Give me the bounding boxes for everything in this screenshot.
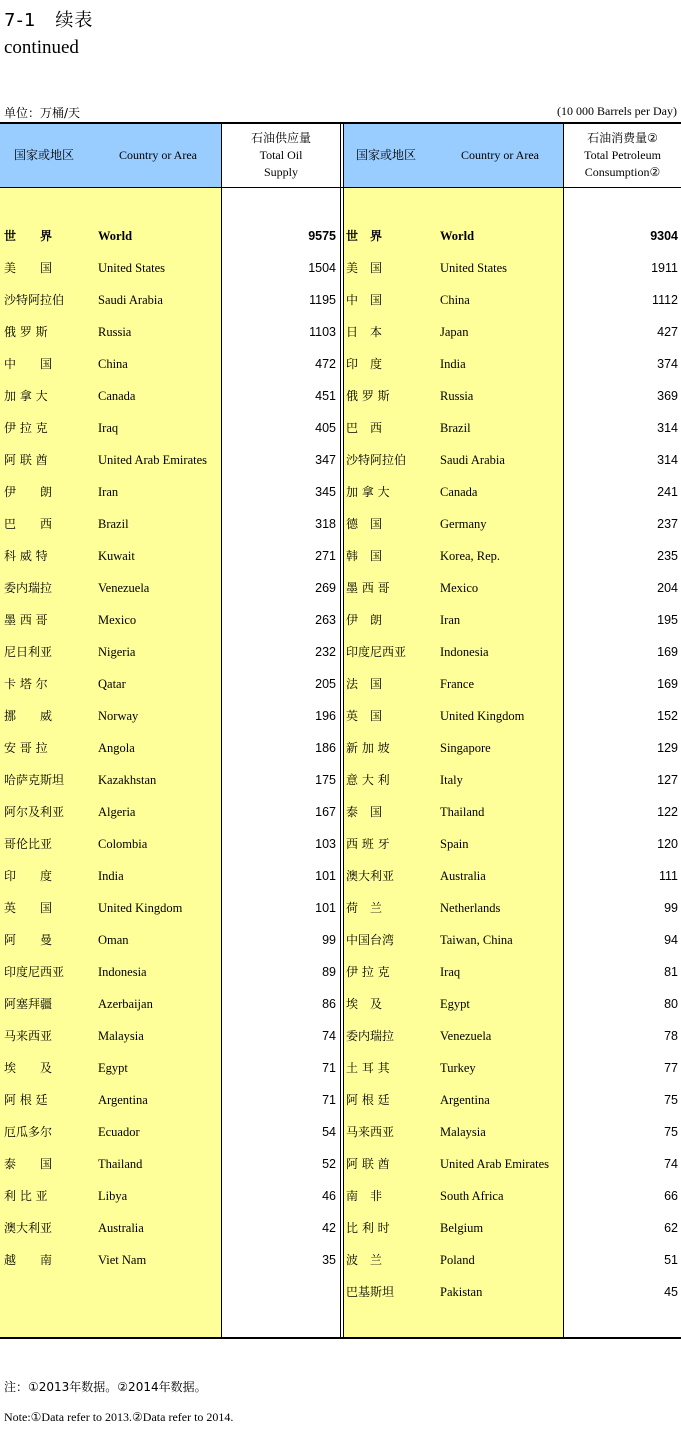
country-name-cn: 哥伦比亚 (4, 837, 53, 851)
value-cell: 167 (315, 805, 336, 819)
country-name-en: United Arab Emirates (440, 1157, 549, 1171)
country-name-cn: 美 国 (4, 261, 53, 275)
value-cell: 75 (664, 1093, 678, 1107)
value-cell: 405 (315, 421, 336, 435)
country-name-cn: 世 界 (346, 229, 383, 243)
header-country-en-left: Country or Area (119, 148, 197, 162)
country-name-cn: 墨 西 哥 (4, 613, 48, 627)
country-name-en: Iran (98, 485, 119, 499)
value-cell: 62 (664, 1221, 678, 1235)
value-cell: 369 (657, 389, 678, 403)
country-name-cn: 泰 国 (346, 805, 383, 819)
value-cell: 94 (664, 933, 678, 947)
country-name-cn: 伊 朗 (346, 613, 383, 627)
header-supply (222, 130, 340, 181)
value-cell: 9575 (308, 229, 336, 243)
country-name-cn: 阿 根 廷 (4, 1093, 48, 1107)
country-name-en: Azerbaijan (98, 997, 153, 1011)
value-cell: 175 (315, 773, 336, 787)
country-name-en: Australia (440, 869, 486, 883)
value-cell: 205 (315, 677, 336, 691)
country-name-en: Canada (98, 389, 136, 403)
value-cell: 75 (664, 1125, 678, 1139)
value-cell: 1103 (309, 325, 336, 339)
country-name-en: Poland (440, 1253, 475, 1267)
country-name-en: Viet Nam (98, 1253, 147, 1267)
country-name-cn: 土 耳 其 (346, 1061, 390, 1075)
country-name-en: Japan (440, 325, 469, 339)
country-name-cn: 阿尔及利亚 (4, 805, 65, 819)
country-name-en: Iraq (440, 965, 461, 979)
country-name-cn: 利 比 亚 (4, 1189, 48, 1203)
country-name-cn: 埃 及 (346, 997, 383, 1011)
country-name-en: Kazakhstan (98, 773, 157, 787)
country-name-cn: 墨 西 哥 (346, 581, 390, 595)
header-consumption-en-2: Consumption② (584, 165, 661, 179)
header-supply-en-2: Supply (263, 165, 298, 179)
country-name-en: Qatar (98, 677, 126, 691)
country-name-en: Brazil (440, 421, 471, 435)
value-cell: 186 (315, 741, 336, 755)
value-cell: 9304 (650, 229, 678, 243)
country-name-en: Ecuador (98, 1125, 140, 1139)
country-name-en: South Africa (440, 1189, 504, 1203)
country-name-en: India (98, 869, 124, 883)
country-name-cn: 俄 罗 斯 (346, 389, 390, 403)
value-cell: 232 (315, 645, 336, 659)
value-cell: 169 (657, 645, 678, 659)
country-name-en: Belgium (440, 1221, 484, 1235)
country-name-cn: 英 国 (4, 901, 53, 915)
value-cell: 235 (657, 549, 678, 563)
country-name-cn: 世 界 (4, 229, 53, 243)
country-name-cn: 委内瑞拉 (4, 581, 53, 595)
table-number-title: 7-1 续表 (4, 10, 94, 31)
country-name-en: Korea, Rep. (440, 549, 501, 563)
country-name-cn: 印度尼西亚 (4, 965, 65, 979)
country-name-cn: 厄瓜多尔 (4, 1125, 53, 1139)
country-name-cn: 比 利 时 (346, 1221, 390, 1235)
value-cell: 195 (657, 613, 678, 627)
country-name-cn: 阿 联 酋 (346, 1157, 390, 1171)
value-cell: 77 (664, 1061, 678, 1075)
country-name-en: Singapore (440, 741, 491, 755)
country-name-en: India (440, 357, 466, 371)
country-name-en: Oman (98, 933, 129, 947)
header-supply-cn: 石油供应量 (250, 131, 311, 145)
country-name-cn: 伊 拉 克 (346, 965, 390, 979)
country-name-cn: 加 拿 大 (346, 485, 390, 499)
country-name-en: Egypt (98, 1061, 128, 1075)
country-name-en: France (440, 677, 475, 691)
value-cell: 318 (315, 517, 336, 531)
value-cell: 101 (315, 901, 336, 915)
value-cell: 81 (664, 965, 678, 979)
unit-label-cn: 单位：万桶/天 (4, 106, 81, 120)
country-name-en: Iraq (98, 421, 119, 435)
header-country-cn-left: 国家或地区 (14, 148, 75, 162)
header-country-en-right: Country or Area (461, 148, 539, 162)
value-cell: 54 (322, 1125, 336, 1139)
value-cell: 35 (322, 1253, 336, 1267)
column-divider-4 (563, 124, 564, 1337)
country-name-en: Germany (440, 517, 487, 531)
value-cell: 169 (657, 677, 678, 691)
country-name-cn: 马来西亚 (4, 1029, 53, 1043)
country-name-en: Kuwait (98, 549, 135, 563)
value-cell: 101 (315, 869, 336, 883)
value-cell: 80 (664, 997, 678, 1011)
value-cell: 271 (315, 549, 336, 563)
value-cell: 472 (315, 357, 336, 371)
value-cell: 1911 (651, 261, 678, 275)
value-cell: 99 (664, 901, 678, 915)
country-name-en: Mexico (98, 613, 137, 627)
country-name-en: Venezuela (440, 1029, 492, 1043)
country-name-en: China (440, 293, 470, 307)
value-cell: 1195 (309, 293, 336, 307)
country-name-en: Venezuela (98, 581, 150, 595)
country-name-cn: 越 南 (4, 1253, 53, 1267)
value-cell: 45 (664, 1285, 678, 1299)
country-name-en: United States (440, 261, 508, 275)
country-name-en: United Kingdom (98, 901, 183, 915)
value-cell: 74 (664, 1157, 678, 1171)
country-name-en: Spain (440, 837, 469, 851)
country-name-en: Norway (98, 709, 139, 723)
country-name-cn: 南 非 (346, 1189, 383, 1203)
country-name-cn: 印 度 (4, 869, 53, 883)
value-cell: 120 (657, 837, 678, 851)
country-name-cn: 阿 曼 (4, 933, 53, 947)
country-name-cn: 尼日利亚 (4, 645, 53, 659)
value-cell: 1112 (652, 293, 678, 307)
value-cell: 122 (657, 805, 678, 819)
country-name-en: Australia (98, 1221, 144, 1235)
country-name-cn: 伊 朗 (4, 485, 53, 499)
country-name-en: Nigeria (98, 645, 136, 659)
country-name-en: Turkey (440, 1061, 476, 1075)
footnote-cn: 注：①2013年数据。②2014年数据。 (4, 1380, 207, 1394)
value-cell: 52 (322, 1157, 336, 1171)
country-name-cn: 澳大利亚 (4, 1221, 53, 1235)
country-name-cn: 哈萨克斯坦 (4, 773, 65, 787)
header-supply-en-1: Total Oil (259, 148, 303, 162)
value-cell: 314 (657, 453, 678, 467)
value-cell: 204 (657, 581, 678, 595)
header-consumption (564, 130, 681, 181)
country-name-cn: 挪 威 (4, 709, 53, 723)
country-name-cn: 阿塞拜疆 (4, 997, 53, 1011)
value-cell: 196 (315, 709, 336, 723)
country-name-en: Italy (440, 773, 463, 787)
country-name-cn: 印度尼西亚 (346, 645, 407, 659)
country-name-cn: 阿 联 酋 (4, 453, 48, 467)
country-name-en: Algeria (98, 805, 136, 819)
column-divider-3 (343, 124, 344, 1337)
value-cell: 103 (315, 837, 336, 851)
country-name-en: Malaysia (98, 1029, 144, 1043)
footnote-en: Note:①Data refer to 2013.②Data refer to 2014. (4, 1410, 234, 1424)
country-name-cn: 巴基斯坦 (346, 1285, 395, 1299)
country-name-en: Canada (440, 485, 478, 499)
value-cell: 427 (657, 325, 678, 339)
country-name-en: Brazil (98, 517, 129, 531)
country-name-cn: 安 哥 拉 (4, 741, 48, 755)
column-divider-2 (340, 124, 341, 1337)
country-name-en: United States (98, 261, 166, 275)
value-cell: 347 (315, 453, 336, 467)
country-name-cn: 巴 西 (346, 421, 383, 435)
header-country-cn-right: 国家或地区 (356, 148, 417, 162)
value-cell: 71 (322, 1093, 336, 1107)
country-name-en: Netherlands (440, 901, 501, 915)
country-name-cn: 卡 塔 尔 (4, 677, 48, 691)
country-name-en: Saudi Arabia (98, 293, 163, 307)
country-name-en: Indonesia (98, 965, 147, 979)
country-name-cn: 委内瑞拉 (346, 1029, 395, 1043)
country-name-en: United Kingdom (440, 709, 525, 723)
value-cell: 1504 (308, 261, 336, 275)
value-cell: 374 (657, 357, 678, 371)
country-name-cn: 沙特阿拉伯 (346, 453, 407, 467)
country-name-en: Taiwan, China (440, 933, 513, 947)
country-name-en: Thailand (98, 1157, 143, 1171)
country-name-cn: 英 国 (346, 709, 383, 723)
country-name-en: Argentina (98, 1093, 148, 1107)
country-name-en: Russia (440, 389, 474, 403)
country-name-cn: 俄 罗 斯 (4, 325, 48, 339)
country-name-en: Egypt (440, 997, 470, 1011)
country-name-en: Malaysia (440, 1125, 486, 1139)
value-cell: 129 (657, 741, 678, 755)
header-consumption-en-1: Total Petroleum (584, 148, 661, 162)
country-name-en: Russia (98, 325, 132, 339)
country-name-cn: 意 大 利 (346, 773, 390, 787)
value-cell: 345 (315, 485, 336, 499)
country-name-en: United Arab Emirates (98, 453, 207, 467)
country-name-cn: 中国台湾 (346, 933, 395, 947)
value-cell: 237 (657, 517, 678, 531)
value-cell: 86 (322, 997, 336, 1011)
country-name-cn: 伊 拉 克 (4, 421, 48, 435)
country-name-en: Libya (98, 1189, 128, 1203)
country-name-cn: 德 国 (346, 517, 383, 531)
country-name-en: Mexico (440, 581, 479, 595)
country-name-cn: 泰 国 (4, 1157, 53, 1171)
value-cell: 314 (657, 421, 678, 435)
country-name-en: Pakistan (440, 1285, 483, 1299)
unit-label-en: (10 000 Barrels per Day) (557, 104, 677, 118)
value-cell: 111 (658, 869, 678, 883)
value-cell: 99 (322, 933, 336, 947)
country-name-en: World (440, 229, 475, 243)
value-cell: 74 (322, 1029, 336, 1043)
value-cell: 451 (315, 389, 336, 403)
country-name-cn: 美 国 (346, 261, 383, 275)
country-name-cn: 韩 国 (346, 549, 383, 563)
value-cell: 66 (664, 1189, 678, 1203)
country-name-cn: 印 度 (346, 357, 383, 371)
continued-label: continued (4, 37, 79, 58)
country-name-cn: 中 国 (346, 293, 383, 307)
country-name-en: Colombia (98, 837, 148, 851)
country-name-cn: 西 班 牙 (346, 837, 390, 851)
country-name-cn: 法 国 (346, 677, 383, 691)
country-name-cn: 巴 西 (4, 517, 53, 531)
country-name-cn: 澳大利亚 (346, 869, 395, 883)
country-name-cn: 沙特阿拉伯 (4, 293, 65, 307)
country-name-cn: 马来西亚 (346, 1125, 395, 1139)
value-cell: 89 (322, 965, 336, 979)
value-cell: 127 (657, 773, 678, 787)
country-name-cn: 日 本 (346, 325, 383, 339)
country-name-cn: 新 加 坡 (346, 741, 390, 755)
country-name-en: China (98, 357, 128, 371)
value-cell: 42 (322, 1221, 336, 1235)
country-name-en: Angola (98, 741, 135, 755)
country-name-en: Indonesia (440, 645, 489, 659)
country-name-cn: 加 拿 大 (4, 389, 48, 403)
value-cell: 269 (315, 581, 336, 595)
country-name-cn: 埃 及 (4, 1061, 53, 1075)
value-cell: 241 (657, 485, 678, 499)
value-cell: 46 (322, 1189, 336, 1203)
country-name-en: World (98, 229, 133, 243)
country-name-cn: 中 国 (4, 357, 53, 371)
country-name-cn: 科 威 特 (4, 549, 48, 563)
value-cell: 152 (657, 709, 678, 723)
country-name-cn: 荷 兰 (346, 901, 383, 915)
value-cell: 263 (315, 613, 336, 627)
table-bottom-border (0, 1337, 681, 1339)
value-cell: 71 (322, 1061, 336, 1075)
country-name-en: Saudi Arabia (440, 453, 505, 467)
header-consumption-cn: 石油消费量② (587, 131, 658, 145)
country-name-en: Argentina (440, 1093, 490, 1107)
column-divider-1 (221, 124, 222, 1337)
value-cell: 78 (664, 1029, 678, 1043)
country-name-cn: 阿 根 廷 (346, 1093, 390, 1107)
value-cell: 51 (664, 1253, 678, 1267)
country-name-cn: 波 兰 (346, 1253, 383, 1267)
country-name-en: Thailand (440, 805, 485, 819)
country-name-en: Iran (440, 613, 461, 627)
